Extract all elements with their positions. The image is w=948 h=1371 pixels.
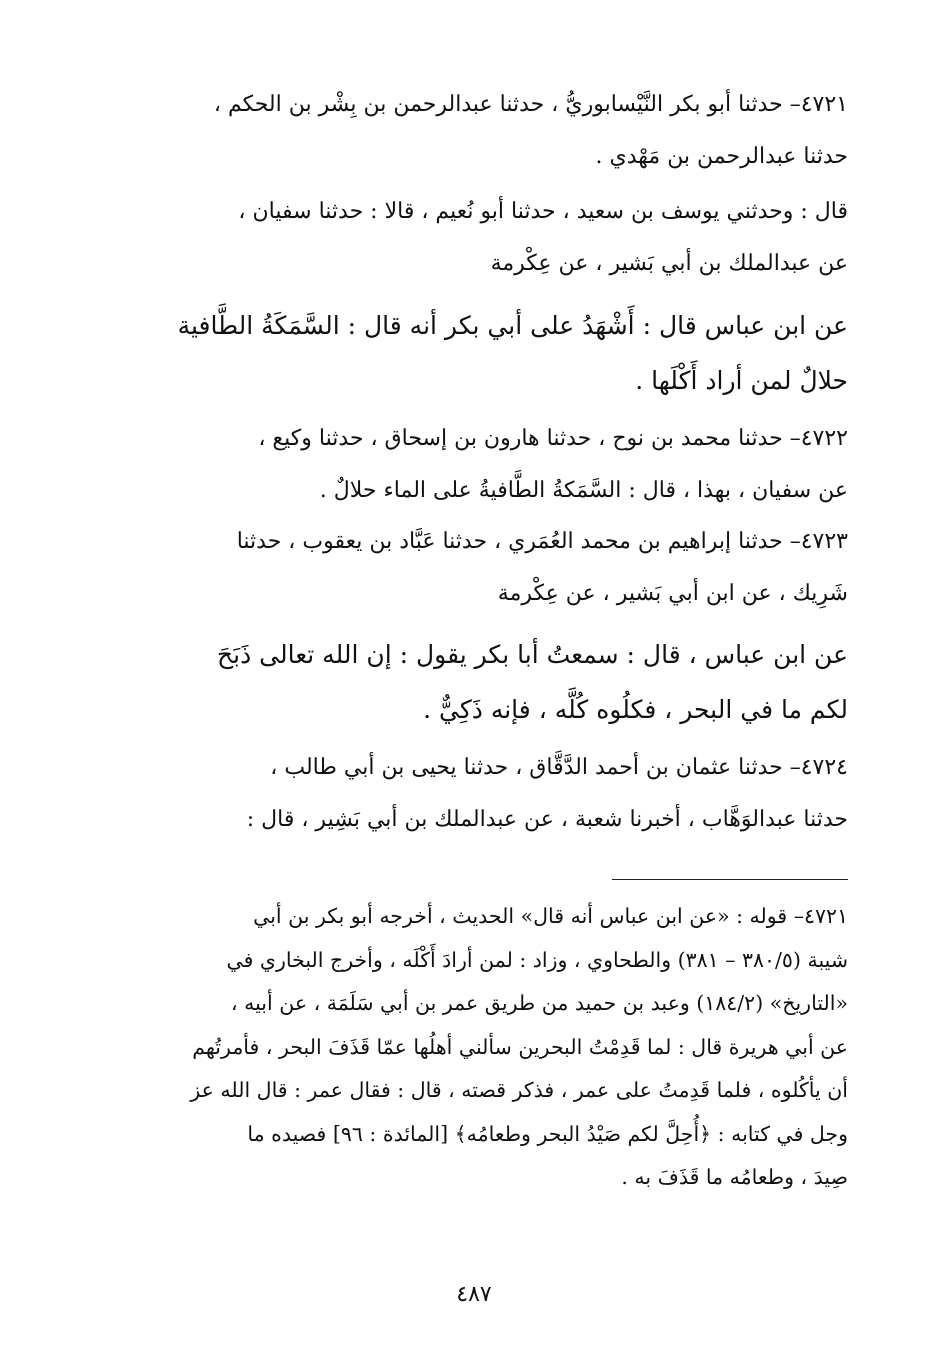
footnote-line: «التاريخ» (١٨٤/٢) وعبد بن حميد من طريق عمر بن أبي سَلَمَة ، عن أبيه ، [231, 991, 848, 1015]
text-line: عن ابن عباس ، قال : سمعتُ أبا بكر يقول : إن الله تعالى ذَبَحَ [216, 640, 848, 669]
footnote-separator [612, 879, 848, 880]
text-line: ٤٧٢٣– حدثنا إبراهيم بن محمد العُمَري ، حدثنا عَبَّاد بن يعقوب ، حدثنا [236, 529, 848, 554]
hadith-4723-paragraph [138, 516, 848, 620]
text-line: قال : وحدثني يوسف بن سعيد ، حدثنا أبو نُعيم ، قالا : حدثنا سفيان ، [238, 199, 848, 224]
text-line: عن سفيان ، بهذا ، قال : السَّمَكةُ الطَّافيةُ على الماء حلالٌ . [319, 478, 848, 503]
hadith-4721-isnad-paragraph [138, 186, 848, 290]
text-line: شَرِيك ، عن ابن أبي بَشير ، عن عِكْرمة [497, 581, 848, 606]
footnote-line: صِيدَ ، وطعامُه ما قَذَفَ به . [621, 1165, 848, 1189]
text-line: حدثنا عبدالرحمن بن مَهْدي . [595, 144, 848, 169]
text-line: عن عبدالملك بن أبي بَشير ، عن عِكْرمة [490, 251, 848, 276]
footnote-line: ٤٧٢١– قوله : «عن ابن عباس أنه قال» الحديث ، أخرجه أبو بكر بن أبي [253, 904, 848, 928]
hadith-4723-matn-paragraph [138, 627, 848, 737]
text-line: ٤٧٢٢– حدثنا محمد بن نوح ، حدثنا هارون بن إسحاق ، حدثنا وكيع ، [258, 426, 848, 451]
text-line: ٤٧٢٤– حدثنا عثمان بن أحمد الدَّقَّاق ، حدثنا يحيى بن أبي طالب ، [270, 755, 848, 780]
text-line: حدثنا عبدالوَهَّاب ، أخبرنا شعبة ، عن عبدالملك بن أبي بَشِير ، قال : [246, 807, 848, 832]
text-line: ٤٧٢١– حدثنا أبو بكر النَّيْسابوريُّ ، حدثنا عبدالرحمن بن بِشْر بن الحكم ، [213, 92, 848, 117]
text-line: عن ابن عباس قال : أَشْهَدُ على أبي بكر أنه قال : السَّمَكَةُ الطَّافية [177, 311, 848, 340]
footnote-line: شيبة (٣٨٠/٥ – ٣٨١) والطحاوي ، وزاد : لمن أرادَ أَكْلَه ، وأخرج البخاري في [226, 947, 848, 972]
footnote-line: عن أبي هريرة قال : لما قَدِمْتُ البحرين سألني أهلُها عمّا قَذَفَ البحر ، فأمرتُهم [192, 1034, 848, 1059]
hadith-4722-paragraph [138, 413, 848, 517]
hadith-4721-matn-paragraph [138, 298, 848, 408]
footnote [138, 895, 848, 1200]
text-line: لكم ما في البحر ، فكلُوه كُلَّه ، فإنه ذَكِيٌّ . [423, 695, 848, 724]
footnote-line: وجل في كتابه : ﴿أُحِلَّ لكم صَيْدُ البحر وطعامُه﴾ [المائدة : ٩٦] فصيده ما [247, 1121, 848, 1146]
page-number: ٤٨٧ [456, 1282, 492, 1307]
footnote-line: أن يأكُلوه ، فلما قَدِمتُ على عمر ، فذكر قصته ، قال : فقال عمر : قال الله عز [190, 1078, 848, 1102]
hadith-4724-paragraph [138, 742, 848, 846]
text-line: حلالٌ لمن أراد أَكْلَها . [635, 366, 848, 395]
hadith-4721-paragraph [138, 79, 848, 183]
